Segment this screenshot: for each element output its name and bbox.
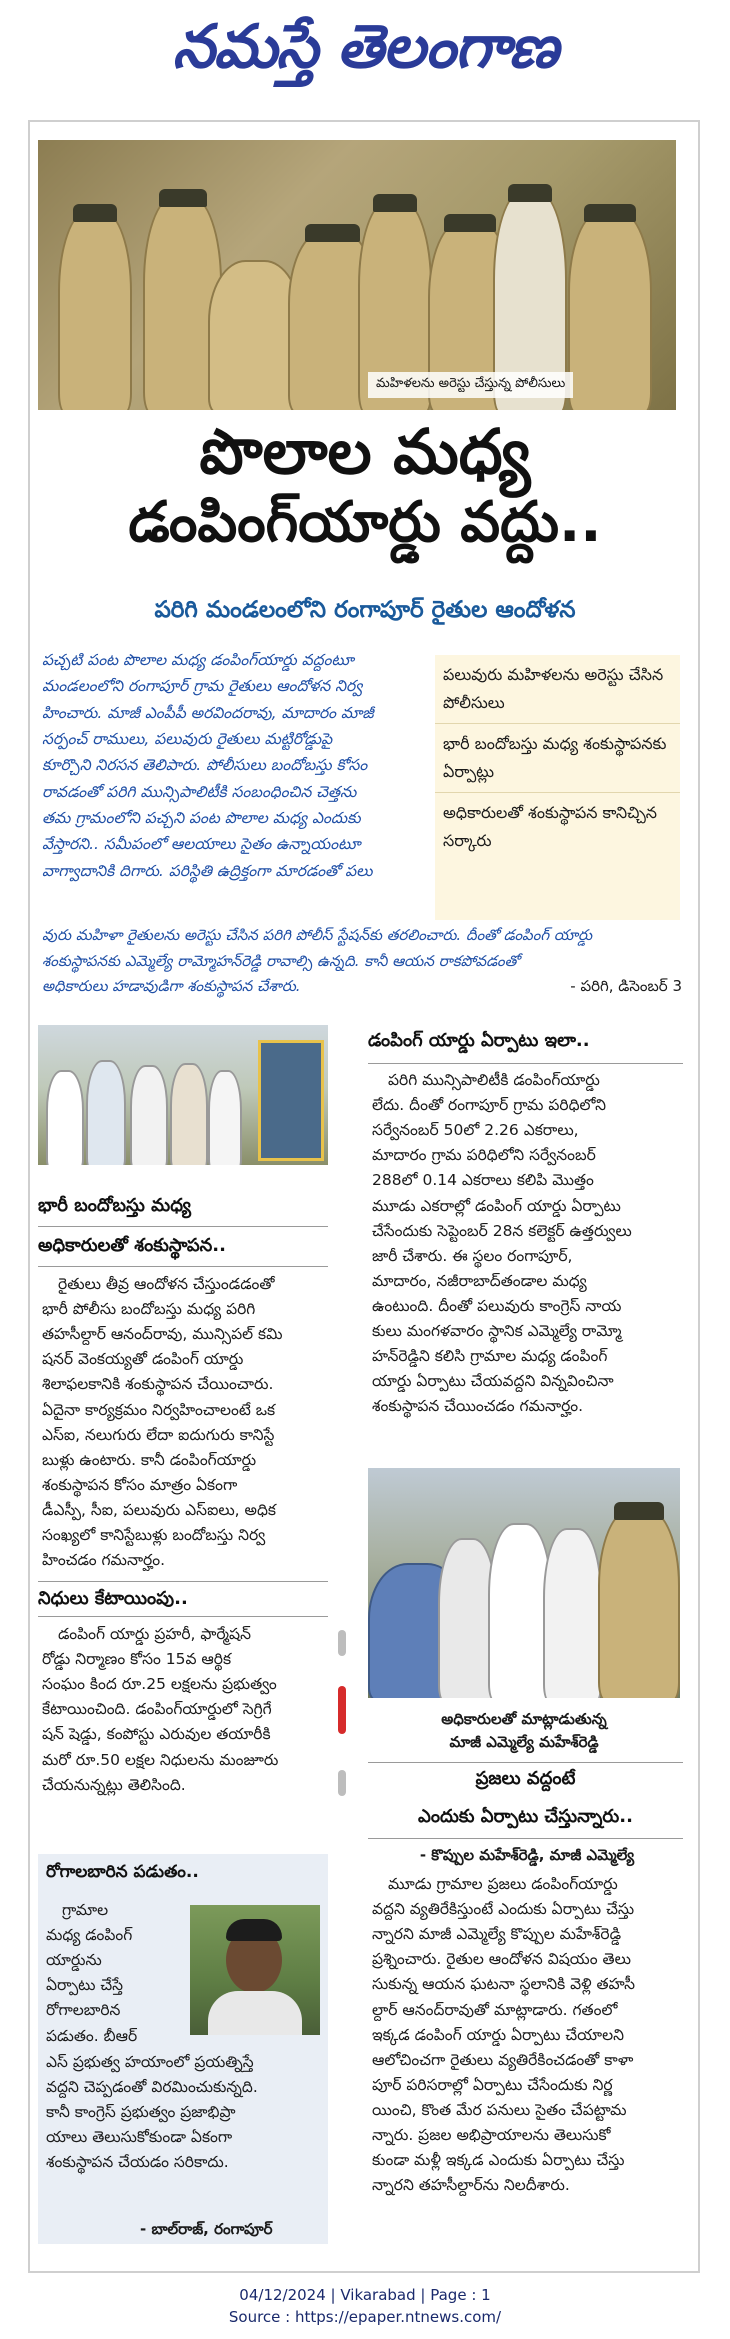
column-marker: [338, 1686, 346, 1734]
text-line: న్నారని మాజీ ఎమ్మెల్యే కొప్పుల మహేశ్‌రెడ్డి: [372, 1925, 622, 1944]
text-line: మాదారం గ్రామ పరిధిలోని సర్వేనంబర్‌: [372, 1146, 596, 1165]
subheadline: పరిగి మండలంలోని రంగాపూర్‌ రైతుల ఆందోళన: [154, 597, 576, 623]
right-section1-body: [372, 1068, 687, 1420]
left-section1-body: [42, 1272, 332, 1573]
text-line: కానీ కాంగ్రెస్‌ ప్రభుత్వం ప్రజాభిప్రా: [46, 2103, 236, 2122]
text-line: రైతులు తీవ్ర ఆందోళన చేస్తుండడంతో: [58, 1275, 275, 1293]
text-line: సంఖ్యలో కానిస్టేబుళ్లు బందోబస్తు నిర్వ: [42, 1526, 266, 1545]
text-line: కుండా మళ్లీ ఇక్కడ ఎందుకు ఏర్పాటు చేస్తు: [372, 2151, 625, 2170]
left-photo-caption: భారీ బందోబస్తు మధ్య: [38, 1195, 192, 1216]
text-line: ఆలోచించగా రైతులు వ్యతిరేకించడంతో కాళా: [372, 2050, 634, 2069]
text-line: షన్‌ షెడ్డు, కంపోస్టు ఎరువుల తయారీకి: [42, 1725, 271, 1744]
text-line: ఎస్‌ఐ, నలుగురు లేదా ఐదుగురు కానిస్టే: [42, 1425, 275, 1444]
section-heading: ఎందుకు ఏర్పాటు చేస్తున్నారు..: [418, 1806, 633, 1827]
divider: [368, 1762, 683, 1763]
intro-line: పచ్చటి పంట పొలాల మధ్య డంపింగ్‌యార్డు వద్దంటూ: [42, 651, 354, 669]
right-section2-body: [372, 1872, 687, 2198]
caption-line: మాజీ ఎమ్మెల్యే మహేశ్‌రెడ్డి: [449, 1732, 599, 1751]
text-line: షనర్‌ వెంకయ్యతో డంపింగ్‌ యార్డు: [42, 1350, 244, 1369]
intro-paragraph: [42, 647, 427, 884]
text-line: ఏదైనా కార్యక్రమం నిర్వహించాలంటే ఒక: [42, 1400, 276, 1419]
text-line: మరో రూ.50 లక్షల నిధులను మంజూరు: [42, 1750, 279, 1769]
text-line: డీఎస్పీ, సీఐ, పలువురు ఎస్‌ఐలు, అధిక: [42, 1500, 276, 1519]
text-line: న్నారు. ప్రజల అభిప్రాయాలను తెలుసుకో: [372, 2126, 611, 2145]
caption-line: అధికారులతో మాట్లాడుతున్న: [441, 1710, 607, 1728]
text-line: ఉంటుంది. దీంతో పలువురు కాంగ్రెస్‌ నాయ: [372, 1296, 622, 1315]
divider: [38, 1581, 328, 1582]
intro-line: వేస్తారని.. సమీపంలో ఆలయాలు సైతం ఉన్నాయంటూ: [42, 835, 361, 854]
intro-line: శంకుస్థాపనకు ఎమ్మెల్యే రామ్మోహన్‌రెడ్డి రావాల్సి ఉన్నది. కానీ ఆయన రాకపోవడంతో: [42, 951, 520, 970]
footer-source: Source : https://epaper.ntnews.com/: [228, 2308, 502, 2326]
text-line: ప్రశ్నించారు. రైతుల ఆందోళన విషయం తెలు: [372, 1950, 631, 1969]
section-heading: అధికారులతో శంకుస్థాపన..: [38, 1235, 226, 1256]
top-photo: [38, 140, 676, 410]
highlights-box: [435, 655, 680, 920]
text-line: గ్రామాల: [62, 1901, 109, 1919]
headline-line-1: పొలాల మధ్య: [199, 415, 531, 488]
text-line: వద్దని వ్యతిరేకిస్తుంటే ఎందుకు ఏర్పాటు చేస్తు: [372, 1900, 635, 1919]
text-line: భారీ పోలీసు బందోబస్తు మధ్య పరిగి: [42, 1300, 256, 1319]
highlight-item: పలువురు మహిళలను అరెస్టు చేసిన పోలీసులు: [435, 655, 680, 724]
footer-edition: 04/12/2024 | Vikarabad | Page : 1: [239, 2286, 491, 2304]
text-line: శంకుస్థాపన చేయడం సరికాదు.: [46, 2153, 229, 2172]
divider: [38, 1616, 328, 1617]
column-marker: [338, 1630, 346, 1656]
text-line: పూర్‌ పరిసరాల్లో ఏర్పాటు చేసేందుకు నిర్ణ: [372, 2075, 613, 2094]
text-line: మధ్య డంపింగ్‌: [46, 1926, 133, 1945]
divider: [368, 1838, 683, 1839]
text-line: మాదారం, నజీరాబాద్‌తండాల మధ్య: [372, 1271, 587, 1290]
sidebar-byline: - బాల్‌రాజ్‌, రంగాపూర్‌: [140, 2220, 273, 2238]
text-line: శంకుస్థాపన చేయించడం గమనార్హం.: [372, 1397, 584, 1416]
intro-line: సర్పంచ్‌ రాములు, పలువురు రైతులు మట్టిరోడ్డుపై: [42, 730, 333, 749]
intro-line: అధికారులు హడావుడిగా శంకుస్థాపన చేశారు.: [42, 977, 301, 995]
right-section2-byline: - కొప్పుల మహేశ్‌రెడ్డి, మాజీ ఎమ్మెల్యే: [419, 1846, 635, 1864]
text-line: బుళ్లు ఉంటారు. కానీ డంపింగ్‌యార్డు: [42, 1450, 257, 1469]
text-line: ఎస్‌ ప్రభుత్వ హయాంలో ప్రయత్నిస్తే: [46, 2053, 254, 2071]
text-line: చేయనున్నట్లు తెలిసింది.: [42, 1775, 186, 1794]
text-line: సర్వేనంబర్‌ 50లో 2.26 ఎకరాలు,: [372, 1121, 579, 1140]
text-line: యాలు తెలుసుకోకుండా ఏకంగా: [46, 2128, 233, 2147]
divider: [368, 1063, 683, 1064]
text-line: ఇక్కడ డంపింగ్‌ యార్డు ఏర్పాటు చేయాలని: [372, 2025, 624, 2044]
section-heading: నిధులు కేటాయింపు..: [38, 1588, 188, 1609]
right-photo: [368, 1468, 680, 1698]
text-line: 288లో 0.14 ఎకరాలు కలిపి మొత్తం: [372, 1171, 594, 1190]
left-section2-body: [42, 1622, 332, 1798]
photo-caption: మహిళలను అరెస్టు చేస్తున్న పోలీసులు: [368, 372, 573, 398]
sidebar-heading: రోగాలబారిన పడుతం..: [46, 1862, 199, 1882]
text-line: యార్డు ఏర్పాటు చేయవద్దని విన్నవించినా: [372, 1372, 614, 1391]
divider: [38, 1266, 328, 1267]
intro-continuation: [42, 923, 682, 1000]
intro-line: రావడంతో పరిగి మున్సిపాలిటీకి సంబంధించిన చెత్తను: [42, 782, 357, 801]
text-line: సంఘం కింద రూ.25 లక్షలను ప్రభుత్వం: [42, 1675, 277, 1694]
text-line: రోగాలబారిన: [46, 2001, 121, 2020]
text-line: జారీ చేశారు. ఈ స్థలం రంగాపూర్‌,: [372, 1246, 573, 1265]
text-line: వద్దని చెప్పడంతో విరమించుకున్నది.: [46, 2078, 258, 2097]
text-line: ఏర్పాటు చేస్తే: [46, 1976, 124, 1995]
text-line: యించి, కొంత మేర పనులు సైతం చేపట్టామ: [372, 2100, 627, 2119]
section-heading: డంపింగ్‌ యార్డు ఏర్పాటు ఇలా..: [368, 1030, 590, 1051]
intro-line: వురు మహిళా రైతులను అరెస్టు చేసిన పరిగి పోలీస్‌ స్టేషన్‌కు తరలించారు. దీంతో డంపింగ్‌ యార్డు: [42, 926, 593, 944]
right-photo-caption: [368, 1708, 680, 1753]
intro-line: హించారు. మాజీ ఎంపీపీ అరవిందరావు, మాదారం మాజీ: [42, 703, 374, 722]
text-line: సుకున్న ఆయన ఘటనా స్థలానికి వెళ్లి తహసీ: [372, 1975, 636, 1994]
text-line: మూడు ఎకరాల్లో డంపింగ్‌ యార్డు ఏర్పాటు: [372, 1196, 621, 1215]
text-line: హన్‌రెడ్డిని కలిసి గ్రామాల మధ్య డంపింగ్‌: [372, 1347, 608, 1366]
text-line: పడుతం. బీఆర్‌: [46, 2026, 138, 2045]
masthead: నమస్తే తెలంగాణ: [172, 12, 558, 82]
section-heading: ప్రజలు వద్దంటే: [475, 1768, 576, 1789]
column-marker: [338, 1770, 346, 1796]
intro-line: మండలంలోని రంగాపూర్‌ గ్రామ రైతులు ఆందోళన నిర్వ: [42, 677, 363, 696]
left-photo: [38, 1025, 328, 1165]
text-line: యార్డును: [46, 1951, 102, 1970]
sidebar-body-narrow: [46, 1898, 186, 2049]
sidebar-body-wide: [46, 2050, 326, 2176]
text-line: ల్దార్‌ ఆనంద్‌రావుతో మాట్లాడారు. గతంలో: [372, 2000, 618, 2019]
text-line: లేదు. దీంతో రంగాపూర్‌ గ్రామ పరిధిలోని: [372, 1096, 606, 1115]
headline-line-2: డంపింగ్‌యార్డు వద్దు..: [128, 490, 602, 555]
text-line: డంపింగ్‌ యార్డు ప్రహరీ, ఫార్మేషన్‌: [58, 1625, 251, 1643]
text-line: శంకుస్థాపన కోసం మాత్రం ఏకంగా: [42, 1475, 238, 1494]
text-line: పరిగి మున్సిపాలిటీకి డంపింగ్‌యార్డు: [388, 1071, 600, 1089]
intro-line: తమ గ్రామంలోని పచ్చని పంట పొలాల మధ్య ఎందుకు: [42, 809, 361, 828]
text-line: మూడు గ్రామాల ప్రజలు డంపింగ్‌యార్డు: [388, 1875, 618, 1893]
text-line: రోడ్డు నిర్మాణం కోసం 15వ ఆర్థిక: [42, 1650, 232, 1669]
sidebar-portrait: [190, 1905, 320, 2035]
dateline: - పరిగి, డిసెంబర్‌ 3: [570, 977, 682, 995]
text-line: శిలాఫలకానికి శంకుస్థాపన చేయించారు.: [42, 1375, 274, 1394]
highlight-item: భారీ బందోబస్తు మధ్య శంకుస్థాపనకు ఏర్పాట్లు: [435, 724, 680, 793]
text-line: తహసీల్దార్‌ ఆనంద్‌రావు, మున్సిపల్‌ కమి: [42, 1325, 283, 1344]
text-line: న్నారని తహసీల్దార్‌ను నిలదీశారు.: [372, 2176, 570, 2195]
intro-line: కూర్చొని నిరసన తెలిపారు. పోలీసులు బందోబస్తు కోసం: [42, 756, 368, 775]
divider: [38, 1226, 328, 1227]
intro-line: వాగ్వాదానికి దిగారు. పరిస్థితి ఉద్రిక్తంగా మారడంతో పలు: [42, 861, 373, 880]
text-line: కేటాయించింది. డంపింగ్‌యార్డులో సెగ్రిగే: [42, 1700, 272, 1719]
text-line: హించడం గమనార్హం.: [42, 1551, 166, 1570]
highlight-item: అధికారులతో శంకుస్థాపన కానిచ్చిన సర్కారు: [443, 803, 658, 850]
text-line: చేసేందుకు సెప్టెంబర్‌ 28న కలెక్టర్‌ ఉత్తర్వులు: [372, 1221, 632, 1240]
text-line: కులు మంగళవారం స్థానిక ఎమ్మెల్యే రామ్మో: [372, 1322, 622, 1341]
